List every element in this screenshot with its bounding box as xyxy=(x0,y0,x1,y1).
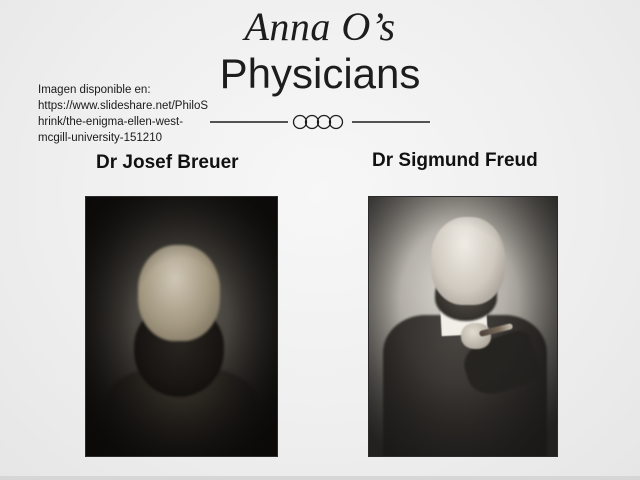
slide-bottom-edge xyxy=(0,476,640,480)
portrait-freud-vignette xyxy=(369,197,557,456)
image-credit-text xyxy=(38,82,228,146)
divider-ornament-icon xyxy=(210,112,430,132)
credit-line-1: Imagen disponible en: xyxy=(38,84,151,96)
page-title-line-2: Physicians xyxy=(219,50,421,97)
credit-line-2: https://www.slideshare.net/PhiloS xyxy=(38,100,209,112)
portrait-breuer-vignette xyxy=(86,197,277,456)
person-name-freud: Dr Sigmund Freud xyxy=(372,150,538,171)
portrait-breuer xyxy=(85,196,278,457)
page-title-line-1: Anna O’s xyxy=(244,4,396,49)
person-name-breuer: Dr Josef Breuer xyxy=(96,152,239,173)
portrait-freud xyxy=(368,196,558,457)
credit-line-4: mcgill-university-151210 xyxy=(38,132,162,144)
credit-line-3: hrink/the-enigma-ellen-west- xyxy=(38,116,184,128)
